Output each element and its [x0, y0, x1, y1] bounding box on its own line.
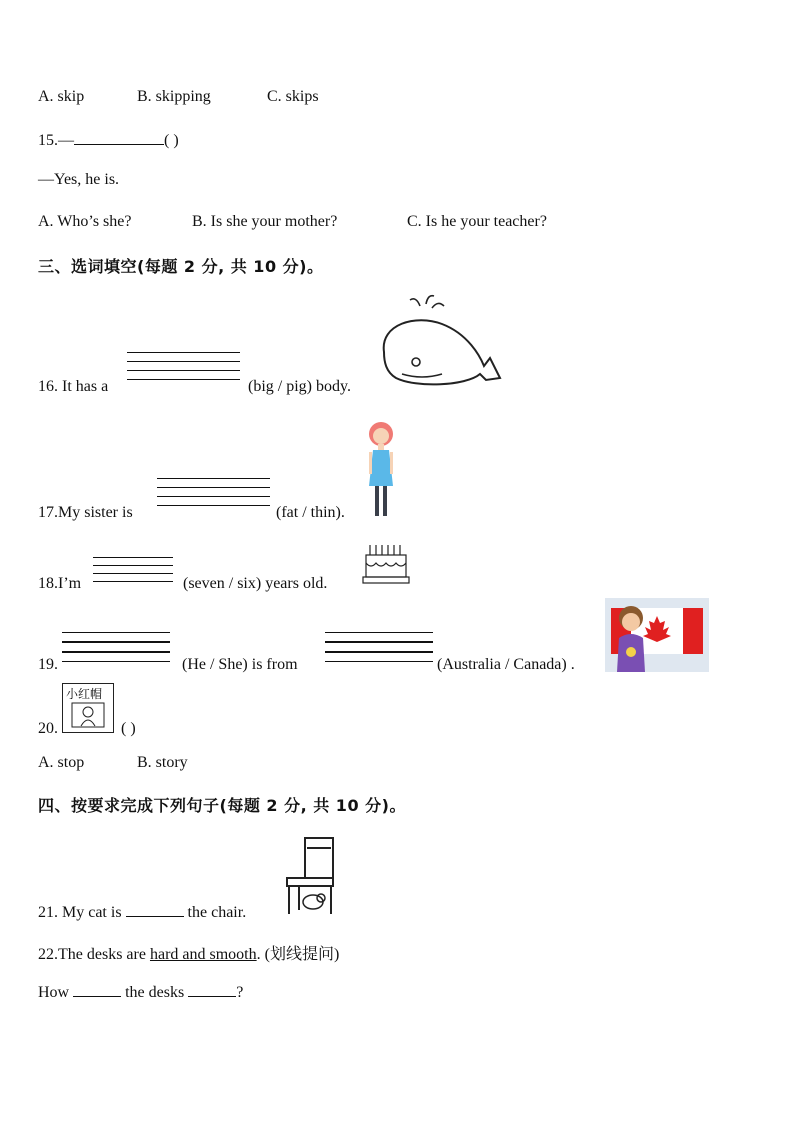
q21-question — [38, 902, 246, 922]
q15-option-b: B. Is she your mother? — [192, 213, 338, 230]
q19-writing-lines-2[interactable] — [325, 632, 433, 670]
q15-blank[interactable] — [74, 130, 164, 145]
q17-writing-lines[interactable] — [157, 478, 270, 514]
q20-option-a: A. stop — [38, 754, 85, 771]
q15-number: 15.— — [38, 132, 74, 149]
q17-suffix: (fat / thin). — [276, 504, 345, 521]
q22-underlined: hard and smooth — [149, 946, 257, 963]
q22-the-desks: the desks — [125, 984, 185, 1001]
cat-under-chair-icon — [283, 836, 339, 918]
canada-flag-boy-icon — [605, 598, 709, 672]
q22-answer-line — [38, 982, 243, 1002]
q22-blank-2[interactable] — [188, 982, 236, 997]
q15-question — [38, 130, 179, 150]
section-4-title: 四、按要求完成下列句子(每题 2 分, 共 10 分)。 — [38, 796, 406, 815]
girl-icon — [361, 420, 401, 522]
q22-question — [38, 941, 339, 964]
q22-blank-1[interactable] — [73, 982, 121, 997]
q21-suffix: the chair. — [187, 904, 247, 921]
q15-option-a: A. Who’s she? — [38, 213, 132, 230]
whale-icon — [376, 294, 504, 390]
red-hood-icon — [71, 702, 105, 728]
q19-writing-lines-1[interactable] — [62, 632, 170, 670]
q21-blank[interactable] — [126, 902, 184, 917]
q22-how: How — [38, 984, 70, 1001]
q18-writing-lines[interactable] — [93, 557, 173, 590]
book-label: 小红帽 — [66, 687, 103, 701]
q19-prefix: 19. — [38, 656, 58, 673]
q16-writing-lines[interactable] — [127, 352, 240, 388]
q18-prefix: 18.I’m — [38, 575, 82, 592]
q19-suffix: (Australia / Canada) . — [437, 656, 575, 673]
q22-question-mark: ? — [236, 984, 244, 1001]
q19-middle: (He / She) is from — [182, 656, 298, 673]
q20-prefix: 20. — [38, 720, 58, 737]
q14-option-c: C. skips — [267, 88, 319, 105]
section-3-title: 三、选词填空(每题 2 分, 共 10 分)。 — [38, 257, 324, 276]
q20-option-b: B. story — [137, 754, 188, 771]
q15-answer-line: —Yes, he is. — [38, 171, 120, 188]
q15-option-c: C. Is he your teacher? — [407, 213, 547, 230]
q17-prefix: 17.My sister is — [38, 504, 133, 521]
q15-paren: ( ) — [164, 132, 179, 149]
book-cover-icon — [62, 683, 114, 733]
q22-suffix: . (划线提问) — [256, 946, 340, 963]
q14-option-a: A. skip — [38, 88, 85, 105]
q16-prefix: 16. It has a — [38, 378, 109, 395]
q18-suffix: (seven / six) years old. — [183, 575, 328, 592]
birthday-cake-icon — [362, 541, 410, 587]
q22-prefix: 22.The desks are — [38, 946, 146, 963]
q16-suffix: (big / pig) body. — [248, 378, 351, 395]
q14-option-b: B. skipping — [137, 88, 211, 105]
q21-prefix: 21. My cat is — [38, 904, 122, 921]
q20-paren: ( ) — [121, 720, 136, 737]
